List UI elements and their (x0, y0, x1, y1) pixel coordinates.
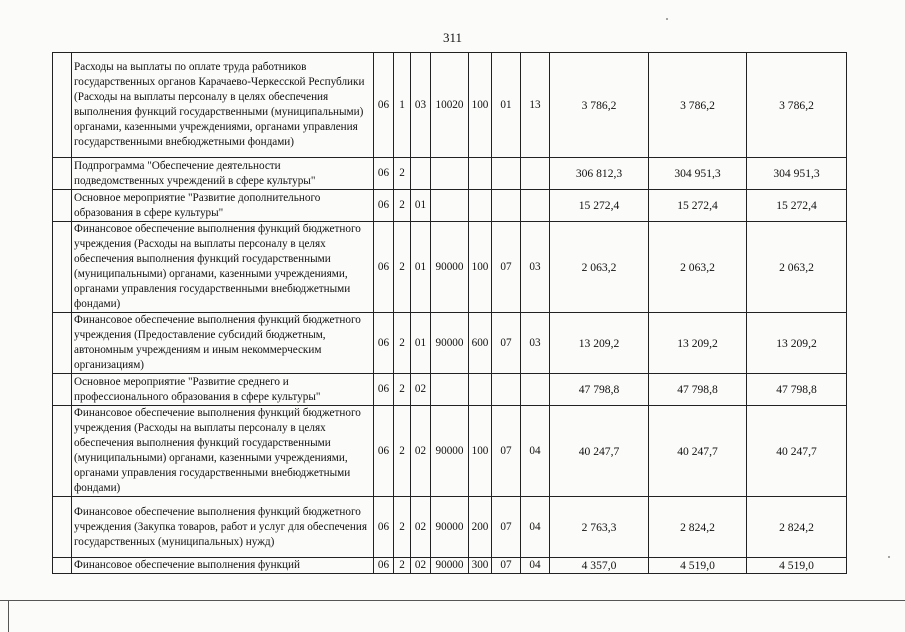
code-measure: 02 (411, 558, 431, 574)
code-direction: 90000 (431, 558, 469, 574)
code-subprogram: 2 (394, 406, 411, 497)
table-row (53, 497, 847, 558)
code-subprogram: 2 (394, 313, 411, 374)
amount-year-2: 4 519,0 (649, 558, 747, 574)
code-measure: 02 (411, 497, 431, 558)
row-description: Финансовое обеспечение выполнения функций (72, 558, 374, 574)
amount-year-1: 47 798,8 (550, 374, 649, 406)
scan-speck (666, 18, 668, 20)
code-subprogram: 2 (394, 222, 411, 313)
code-section: 07 (492, 222, 521, 313)
code-subsection: 03 (521, 222, 550, 313)
table-row (53, 53, 847, 158)
code-subsection: 03 (521, 313, 550, 374)
page-number: 311 (442, 30, 463, 45)
amount-year-3: 4 519,0 (747, 558, 847, 574)
code-ministry: 06 (374, 190, 394, 222)
row-description: Финансовое обеспечение выполнения функций бюджетного учреждения (Предоставление субсидий бюджетным, автономным учреждениям и иным некоммерческим организациям) (72, 313, 374, 374)
budget-table (52, 52, 847, 574)
code-ministry: 06 (374, 222, 394, 313)
code-expense-type (469, 158, 492, 190)
table-row (53, 222, 847, 313)
page-edge-line (0, 600, 905, 601)
code-subsection: 04 (521, 558, 550, 574)
code-subsection (521, 190, 550, 222)
row-margin-cell (53, 313, 72, 374)
table-row (53, 158, 847, 190)
amount-year-1: 2 763,3 (550, 497, 649, 558)
code-section: 07 (492, 497, 521, 558)
row-description: Основное мероприятие "Развитие дополнительного образования в сфере культуры" (72, 190, 374, 222)
amount-year-3: 3 786,2 (747, 53, 847, 158)
code-direction: 90000 (431, 406, 469, 497)
row-margin-cell (53, 558, 72, 574)
code-measure: 01 (411, 190, 431, 222)
table-row (53, 313, 847, 374)
code-direction (431, 374, 469, 406)
code-measure (411, 158, 431, 190)
amount-year-1: 2 063,2 (550, 222, 649, 313)
scan-speck (888, 556, 890, 558)
amount-year-1: 40 247,7 (550, 406, 649, 497)
code-expense-type: 100 (469, 53, 492, 158)
code-subsection (521, 374, 550, 406)
code-ministry: 06 (374, 158, 394, 190)
code-subsection (521, 158, 550, 190)
code-ministry: 06 (374, 313, 394, 374)
code-direction: 90000 (431, 313, 469, 374)
amount-year-2: 3 786,2 (649, 53, 747, 158)
page-edge-tick (8, 600, 9, 632)
row-description: Подпрограмма "Обеспечение деятельности подведомственных учреждений в сфере культуры" (72, 158, 374, 190)
code-measure: 02 (411, 374, 431, 406)
code-subprogram: 2 (394, 558, 411, 574)
code-expense-type: 200 (469, 497, 492, 558)
code-subsection: 04 (521, 406, 550, 497)
table-row (53, 374, 847, 406)
amount-year-1: 15 272,4 (550, 190, 649, 222)
amount-year-2: 2 063,2 (649, 222, 747, 313)
amount-year-1: 3 786,2 (550, 53, 649, 158)
code-expense-type: 100 (469, 222, 492, 313)
code-ministry: 06 (374, 406, 394, 497)
amount-year-3: 40 247,7 (747, 406, 847, 497)
amount-year-3: 47 798,8 (747, 374, 847, 406)
amount-year-2: 15 272,4 (649, 190, 747, 222)
amount-year-3: 13 209,2 (747, 313, 847, 374)
amount-year-1: 13 209,2 (550, 313, 649, 374)
row-margin-cell (53, 406, 72, 497)
code-expense-type: 300 (469, 558, 492, 574)
code-ministry: 06 (374, 374, 394, 406)
row-margin-cell (53, 497, 72, 558)
amount-year-3: 15 272,4 (747, 190, 847, 222)
table-row (53, 558, 847, 574)
code-section (492, 190, 521, 222)
table-row (53, 406, 847, 497)
code-subsection: 13 (521, 53, 550, 158)
code-direction (431, 190, 469, 222)
code-section: 07 (492, 558, 521, 574)
code-section: 01 (492, 53, 521, 158)
code-subprogram: 2 (394, 190, 411, 222)
code-subprogram: 2 (394, 158, 411, 190)
code-section (492, 374, 521, 406)
code-direction (431, 158, 469, 190)
code-section: 07 (492, 406, 521, 497)
code-section (492, 158, 521, 190)
code-ministry: 06 (374, 53, 394, 158)
amount-year-1: 306 812,3 (550, 158, 649, 190)
amount-year-3: 2 063,2 (747, 222, 847, 313)
code-measure: 03 (411, 53, 431, 158)
code-expense-type: 100 (469, 406, 492, 497)
amount-year-3: 304 951,3 (747, 158, 847, 190)
code-subprogram: 2 (394, 497, 411, 558)
row-description: Финансовое обеспечение выполнения функций бюджетного учреждения (Закупка товаров, работ и услуг для обеспечения государственных (муниципальных) нужд) (72, 497, 374, 558)
code-expense-type: 600 (469, 313, 492, 374)
code-measure: 01 (411, 313, 431, 374)
row-margin-cell (53, 374, 72, 406)
code-ministry: 06 (374, 497, 394, 558)
row-margin-cell (53, 158, 72, 190)
code-ministry: 06 (374, 558, 394, 574)
code-direction: 90000 (431, 497, 469, 558)
amount-year-2: 2 824,2 (649, 497, 747, 558)
code-subprogram: 2 (394, 374, 411, 406)
row-margin-cell (53, 222, 72, 313)
code-measure: 01 (411, 222, 431, 313)
code-measure: 02 (411, 406, 431, 497)
code-direction: 90000 (431, 222, 469, 313)
code-direction: 10020 (431, 53, 469, 158)
amount-year-2: 304 951,3 (649, 158, 747, 190)
code-section: 07 (492, 313, 521, 374)
row-description: Расходы на выплаты по оплате труда работников государственных органов Карачаево-Черкесской Республики (Расходы на выплаты персоналу в целях обеспечения выполнения функций государственными (муниципальными) органами, казенными учреждениями, органами управления государственными внебюджетными фондами) (72, 53, 374, 158)
row-description: Финансовое обеспечение выполнения функций бюджетного учреждения (Расходы на выплаты персоналу в целях обеспечения выполнения функций государственными (муниципальными) органами, казенными учреждениями, органами управления государственными внебюджетными фондами) (72, 222, 374, 313)
amount-year-3: 2 824,2 (747, 497, 847, 558)
code-subprogram: 1 (394, 53, 411, 158)
code-expense-type (469, 190, 492, 222)
row-margin-cell (53, 53, 72, 158)
row-description: Основное мероприятие "Развитие среднего и профессионального образования в сфере культуры" (72, 374, 374, 406)
amount-year-1: 4 357,0 (550, 558, 649, 574)
amount-year-2: 47 798,8 (649, 374, 747, 406)
row-margin-cell (53, 190, 72, 222)
row-description: Финансовое обеспечение выполнения функций бюджетного учреждения (Расходы на выплаты персоналу в целях обеспечения выполнения функций государственными (муниципальными) органами, казенными учреждениями, органами управления государственными внебюджетными фондами) (72, 406, 374, 497)
table-row (53, 190, 847, 222)
amount-year-2: 13 209,2 (649, 313, 747, 374)
code-expense-type (469, 374, 492, 406)
code-subsection: 04 (521, 497, 550, 558)
amount-year-2: 40 247,7 (649, 406, 747, 497)
